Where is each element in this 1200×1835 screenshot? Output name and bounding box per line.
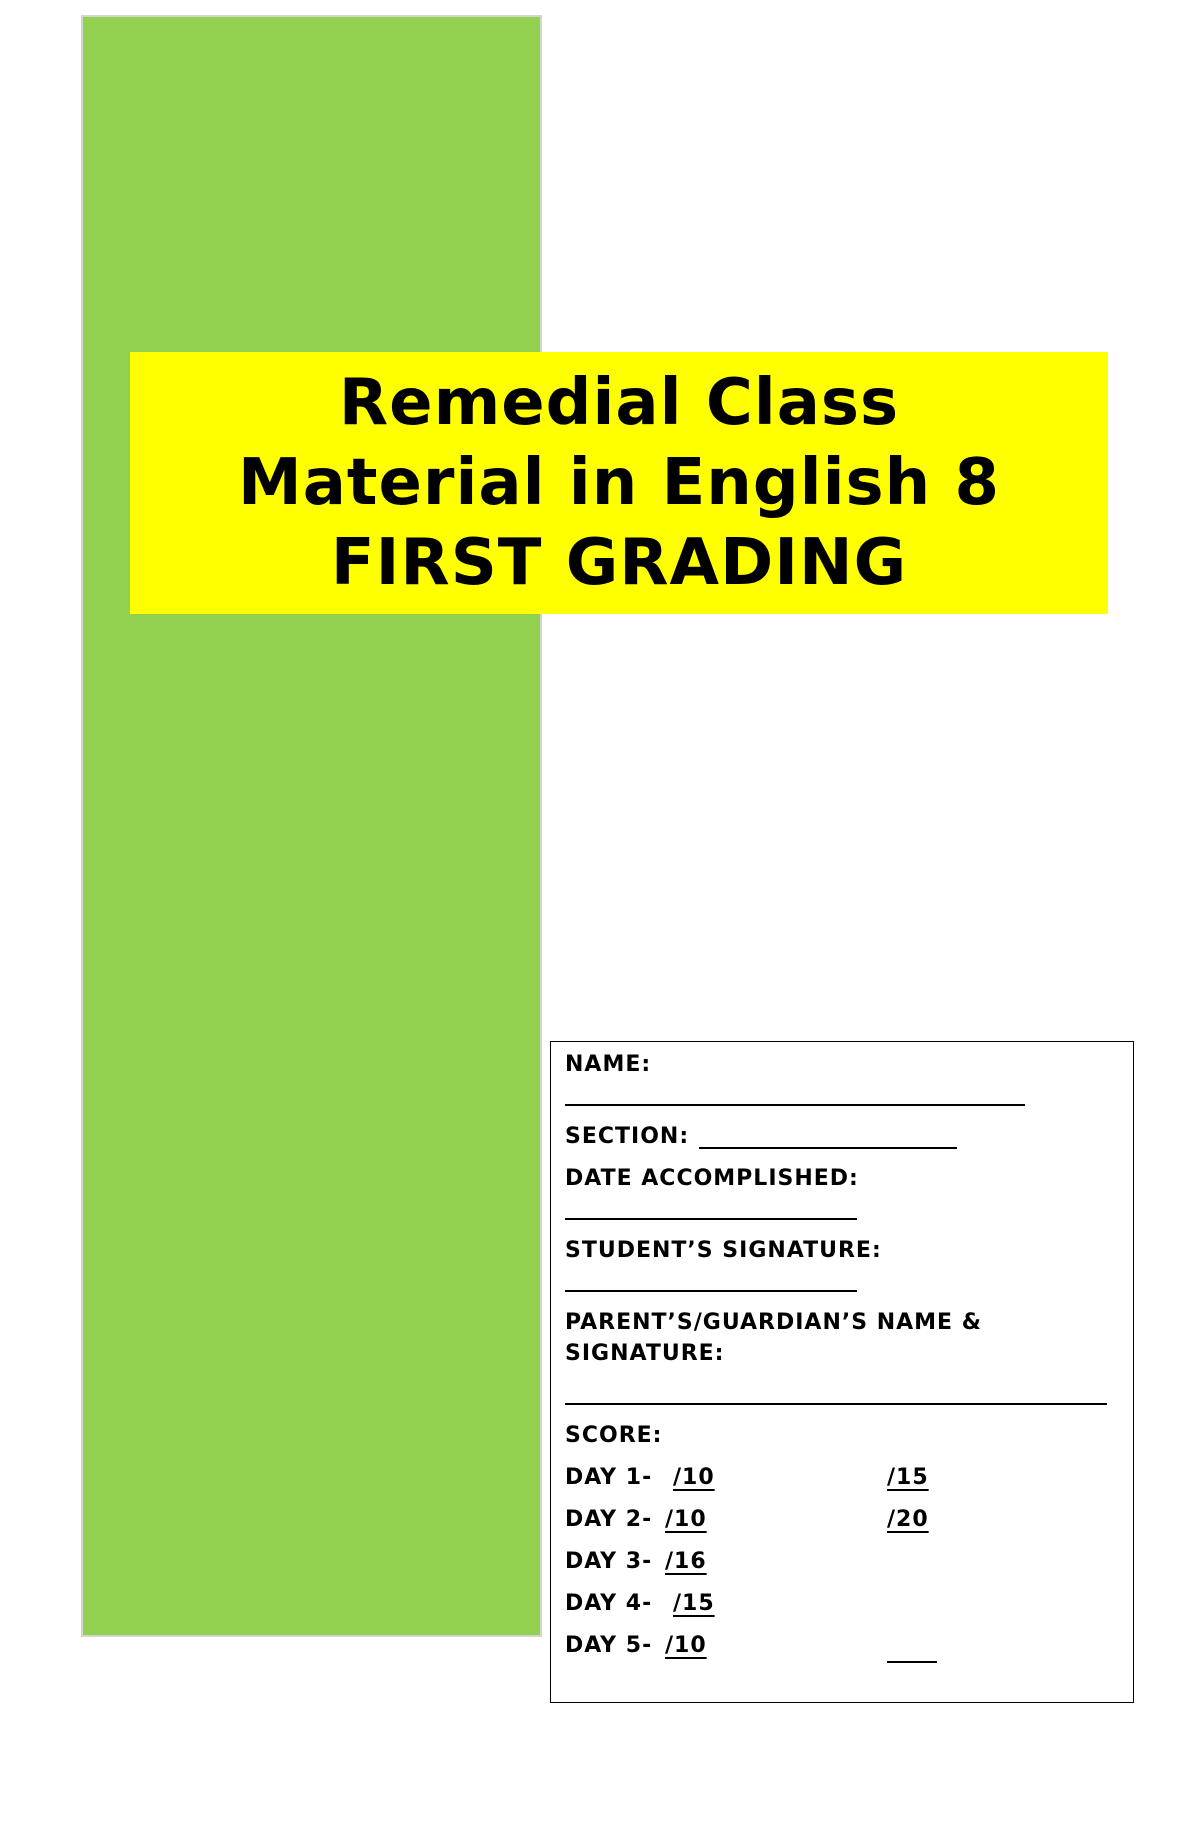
day-3-score-1[interactable] bbox=[665, 1549, 707, 1574]
title-banner bbox=[130, 352, 1108, 614]
day-3-score-1-total: /16 bbox=[665, 1549, 707, 1574]
day-label: DAY 5- bbox=[565, 1633, 653, 1658]
day-2-score-2[interactable] bbox=[887, 1507, 929, 1532]
parent-guardian-label-line2: SIGNATURE: bbox=[565, 1341, 725, 1366]
score-label: SCORE: bbox=[565, 1423, 663, 1448]
day-label: DAY 4- bbox=[565, 1591, 653, 1616]
day-label: DAY 3- bbox=[565, 1549, 653, 1574]
name-blank-line[interactable] bbox=[565, 1104, 1025, 1106]
parent-guardian-label-line1: PARENT’S/GUARDIAN’S NAME & bbox=[565, 1310, 982, 1335]
score-row-day-1 bbox=[565, 1465, 1121, 1495]
day-4-score-1-total: /15 bbox=[673, 1591, 715, 1616]
day-2-score-1[interactable] bbox=[665, 1507, 707, 1532]
score-row-day-5 bbox=[565, 1633, 1121, 1663]
section-blank-line[interactable] bbox=[699, 1147, 957, 1149]
day-5-score-1-total: /10 bbox=[665, 1633, 707, 1658]
student-signature-blank-line[interactable] bbox=[565, 1290, 857, 1292]
day-1-score-2-total: /15 bbox=[887, 1465, 929, 1490]
day-1-score-1-total: /10 bbox=[673, 1465, 715, 1490]
section-label: SECTION: bbox=[565, 1124, 690, 1149]
date-accomplished-label: DATE ACCOMPLISHED: bbox=[565, 1166, 859, 1191]
title-line-1: Remedial Class bbox=[338, 366, 900, 440]
day-2-score-1-total: /10 bbox=[665, 1507, 707, 1532]
day-1-score-1[interactable] bbox=[673, 1465, 715, 1490]
green-sidebar-panel bbox=[81, 15, 542, 1637]
day-2-score-2-total: /20 bbox=[887, 1507, 929, 1532]
day-label: DAY 1- bbox=[565, 1465, 653, 1490]
day-1-score-2[interactable] bbox=[887, 1465, 929, 1490]
score-row-day-3 bbox=[565, 1549, 1121, 1579]
day-label: DAY 2- bbox=[565, 1507, 653, 1532]
score-row-day-4 bbox=[565, 1591, 1121, 1621]
student-info-form bbox=[550, 1041, 1134, 1703]
title-line-3: FIRST GRADING bbox=[330, 526, 908, 600]
parent-signature-blank-line[interactable] bbox=[565, 1403, 1107, 1405]
day-5-score-1[interactable] bbox=[665, 1633, 707, 1658]
day-4-score-1[interactable] bbox=[673, 1591, 715, 1616]
title-line-2: Material in English 8 bbox=[238, 446, 1000, 520]
day-5-extra-blank-line[interactable] bbox=[887, 1661, 937, 1663]
score-row-day-2 bbox=[565, 1507, 1121, 1537]
name-label: NAME: bbox=[565, 1052, 652, 1077]
date-blank-line[interactable] bbox=[565, 1218, 857, 1220]
student-signature-label: STUDENT’S SIGNATURE: bbox=[565, 1238, 882, 1263]
